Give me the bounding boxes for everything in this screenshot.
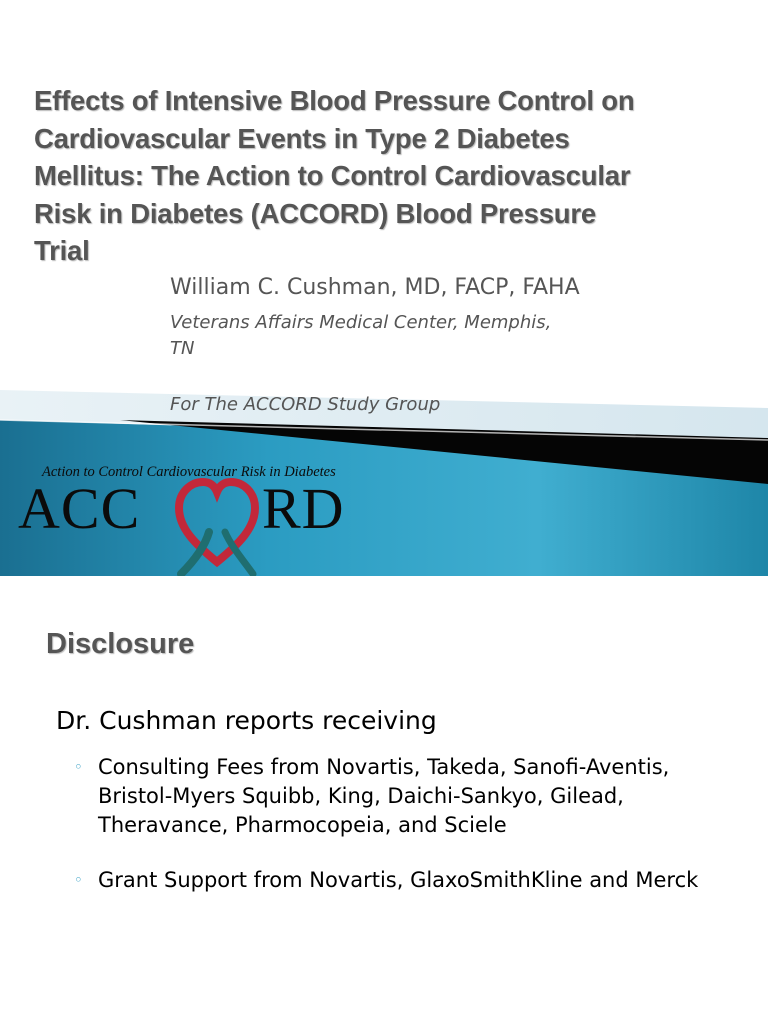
slide-title-line: Mellitus: The Action to Control Cardiovascular [34,160,631,191]
logo-text-right: RD [262,476,345,541]
list-item [72,866,742,895]
disclosure-title: Disclosure [46,628,195,660]
slide-title-line: Risk in Diabetes (ACCORD) Blood Pressure [34,197,596,229]
slide-title-line: Cardiovascular Events in Type 2 Diabetes [34,122,570,154]
author-name: William C. Cushman, MD, FACP, FAHA [170,275,580,300]
author-affiliation [170,310,650,362]
slide-title-line: Effects of Intensive Blood Pressure Control on [34,85,635,116]
bullet-marker-icon: ◦ [74,758,83,776]
affiliation-line: TN [170,338,195,359]
list-item [72,753,742,840]
banner-tagline: Action to Control Cardiovascular Risk in Diabetes [42,464,336,480]
list-item-text: Consulting Fees from Novartis, Takeda, Sanofi-Aventis, Bristol-Myers Squibb, King, Daichi-Sankyo, Gilead, Theravance, Pharmocopeia, and Sciele [98,755,670,837]
disclosure-list [72,753,742,921]
list-item-text: Grant Support from Novartis, GlaxoSmithKline and Merck [98,868,699,892]
slide-title [34,82,734,270]
slide-title-line: Trial [34,235,90,266]
study-group: For The ACCORD Study Group [170,394,441,415]
affiliation-line: Veterans Affairs Medical Center, Memphis, [170,312,552,333]
heart-ribbon-icon [173,474,261,576]
bullet-marker-icon: ◦ [74,871,83,889]
disclosure-lead: Dr. Cushman reports receiving [56,706,437,735]
logo-text-left: ACC [18,476,141,541]
